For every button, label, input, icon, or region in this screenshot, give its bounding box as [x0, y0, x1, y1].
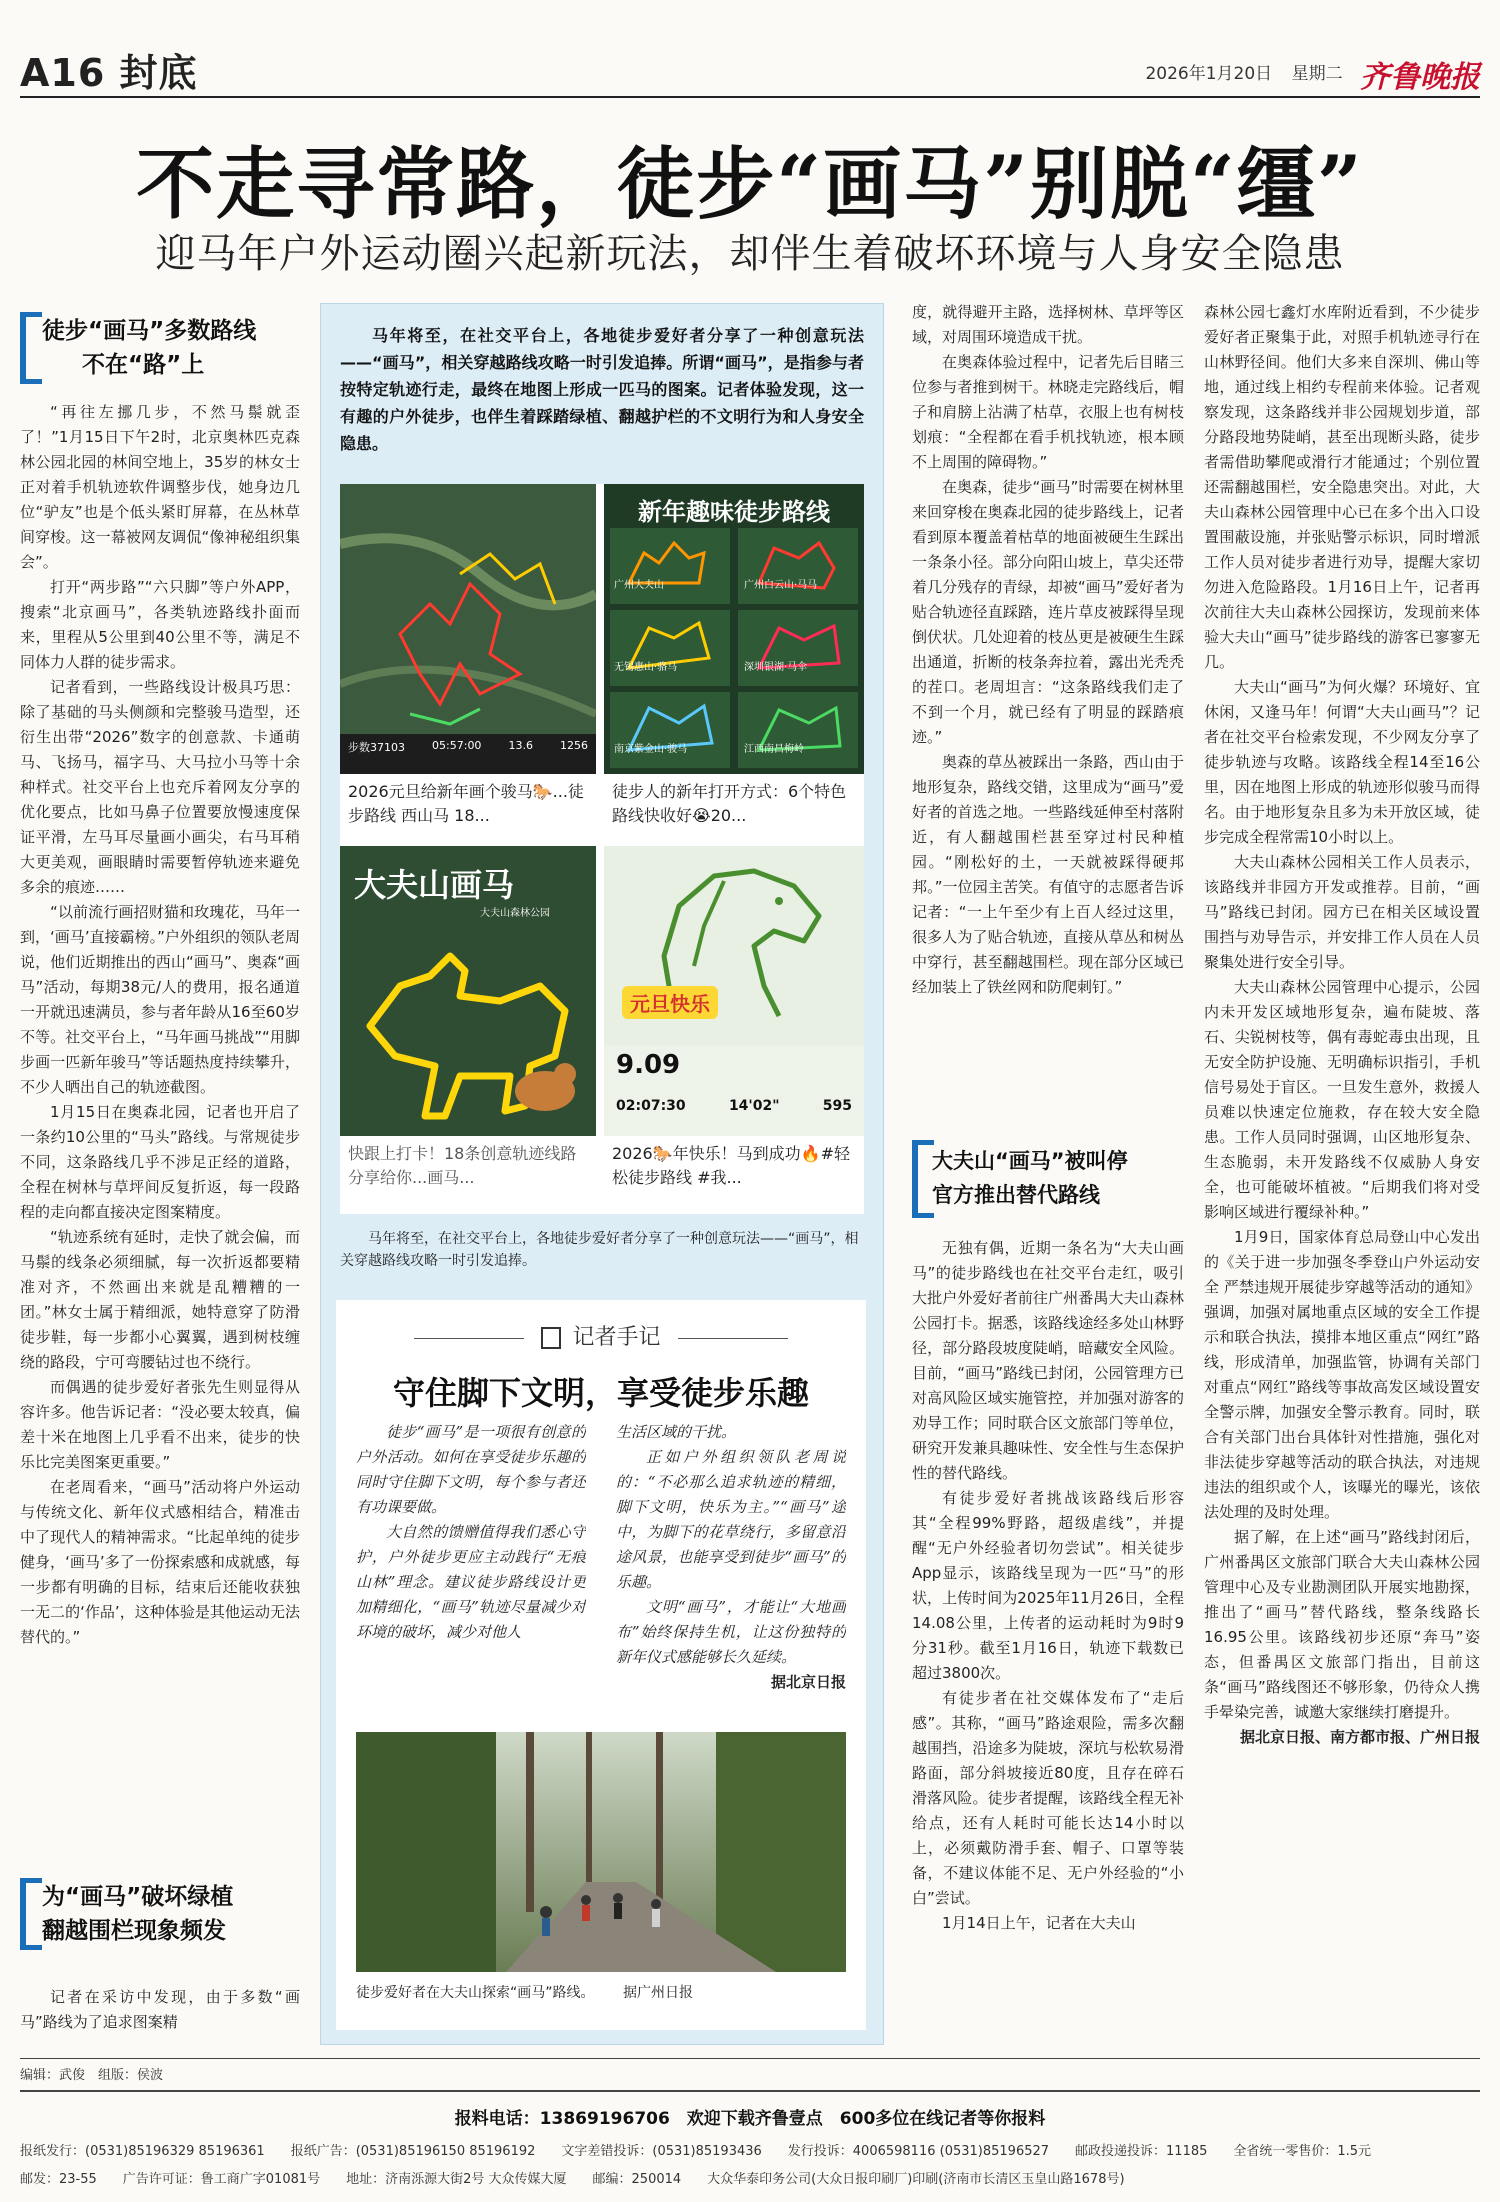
route-label: 深圳银湖·马伞: [744, 662, 808, 673]
paragraph: “轨迹系统有延时，走快了就会偏，而马鬃的线条必须细腻，每一次折返都要精准对齐，不然画出来就是乱糟糟的一团。”林女士属于精细派，她特意穿了防滑徒步鞋，每一步都小心翼翼，遇到树枝缠绕的路段，宁可弯腰钻过也不绕行。: [20, 1228, 300, 1371]
issue-weekday: 星期二: [1291, 64, 1343, 84]
paragraph: 打开“两步路”“六只脚”等户外APP，搜索“北京画马”，各类轨迹路线扑面而来，里程从5公里到40公里不等，满足不同体力人群的徒步需求。: [20, 578, 300, 671]
photo-caption: 徒步爱好者在大夫山探索“画马”路线。: [356, 1985, 595, 2001]
paragraph: 度，就得避开主路，选择树林、草坪等区域，对周围环境造成干扰。: [912, 303, 1184, 346]
distance-value: 9.09: [616, 1050, 681, 1080]
new-year-horse-tile: [604, 846, 864, 1136]
section-1-title-line2: 不在“路”上: [82, 352, 205, 378]
notebook-icon: [541, 1327, 561, 1349]
section-1-title-line1: 徒步“画马”多数路线: [42, 318, 257, 344]
section-2-title-line2: 翻越围栏现象频发: [42, 1918, 226, 1944]
section-2-title-line1: 为“画马”破坏绿植: [42, 1884, 234, 1910]
paragraph: 而偶遇的徒步爱好者张先生则显得从容许多。他告诉记者：“没必要太较真，偏差十米在地图上几乎看不出来，徒步的快乐比完美图案更重要。”: [20, 1378, 300, 1471]
paragraph: “再往左挪几步，不然马鬃就歪了！”1月15日下午2时，北京奥林匹克森林公园北园的林间空地上，35岁的林女士正对着手机轨迹软件调整步伐，她身边几位“驴友”也是个低头紧盯屏幕，在丛林草间穿梭。这一幕被网友调侃“像神秘组织集会”。: [20, 403, 300, 571]
section-3-title-line2: 官方推出替代路线: [932, 1183, 1100, 1207]
stat-steps: 步数37103: [348, 741, 405, 754]
dafushan-horse-tile: [340, 846, 596, 1136]
collage-caption: 马年将至，在社交平台上，各地徒步爱好者分享了一种创意玩法——“画马”，相关穿越路线攻略一时引发追捧。: [340, 1231, 859, 1269]
map-stats: [348, 739, 588, 755]
reporter-note-label: 记者手记: [572, 1325, 661, 1350]
hotline-line: 报料电话：13869196706 欢迎下载齐鲁壹点 600多位在线记者等你报料: [454, 2109, 1046, 2129]
paragraph: 有徒步者在社交媒体发布了“走后感”。其称，“画马”路途艰险，需多次翻越围挡，沿途多为陡坡，深坑与松软易滑路面，部分斜坡接近80度，且存在碎石滑落风险。徒步者提醒，该路线全程无补给点，还有人耗时可能长达14小时以上，必须戴防滑手套、帽子、口罩等装备，不建议体能不足、无户外经验的“小白”尝试。: [912, 1689, 1184, 1907]
stat-calories: 1256: [560, 739, 588, 752]
paragraph: 1月15日在奥森北园，记者也开启了一条约10公里的“马头”路线。与常规徒步不同，这条路线几乎不涉足正经的道路，全程在树林与草坪间反复折返，每一段路程的走向都直接决定图案精度。: [20, 1103, 300, 1221]
paragraph: 正如户外组织领队老周说的：“不必那么追求轨迹的精细，脚下文明，快乐为主。”“画马”途中，为脚下的花草绕行，多留意沿途风景，也能享受到徒步“画马”的乐趣。: [616, 1448, 846, 1591]
reporter-note-headline: 守住脚下文明，享受徒步乐趣: [392, 1374, 809, 1412]
headline: 不走寻常路，徒步“画马”别脱“缰”: [136, 139, 1364, 230]
page-number: A16 封底: [20, 51, 198, 95]
paragraph: 在老周看来，“画马”活动将户外运动与传统文化、新年仪式感相结合，精准击中了现代人的精神需求。“比起单纯的徒步健身，‘画马’多了一份探索感和成就感，每一步都有明确的目标，结束后还能收获独一无二的‘作品’，这种体验是其他运动无法替代的。”: [20, 1478, 300, 1646]
note-byline: 据北京日报: [770, 1673, 846, 1691]
subheadline: 迎马年户外运动圈兴起新玩法，却伴生着破坏环境与人身安全隐患: [155, 231, 1345, 277]
column-3-top: [912, 300, 1184, 1110]
park-name: 大夫山森林公园: [480, 908, 550, 919]
column-1-body: [20, 400, 300, 1832]
dafushan-title: 大夫山画马: [354, 866, 515, 904]
footer-address: 邮发：23-55 广告许可证：鲁工商广字01081号 地址：济南泺源大街2号 大众传媒大厦 邮编：250014 大众华泰印务公司(大众日报印刷厂)印刷(济南市长清区玉皇山路1678号): [20, 2172, 1125, 2187]
paragraph: 森林公园七鑫灯水库附近看到，不少徒步爱好者正聚集于此，对照手机轨迹寻行在山林野径间。他们大多来自深圳、佛山等地，通过线上相约专程前来体验。记者观察发现，这条路线并非公园规划步道，部分路段地势陡峭，甚至出现断头路，徒步者需借助攀爬或滑行才能通过；个别位置还需翻越围栏，安全隐患突出。对此，大夫山森林公园管理中心已在多个出入口设置围蔽设施，并张贴警示标识，同时增派工作人员对徒步者进行劝导，提醒大家切勿进入危险路段。1月16日上午，记者再次前往大夫山森林公园探访，发现前来体验大夫山“画马”徒步路线的游客已寥寥无几。: [1204, 303, 1480, 671]
paragraph: 据了解，在上述“画马”路线封闭后，广州番禺区文旅部门联合大夫山森林公园管理中心及专业勘测团队开展实地勘探，推出了“画马”替代路线，整条线路长16.95公里。该路线初步还原“奔马”姿态，但番禺区文旅部门指出，目前这条“画马”路线图还不够形象，仍待众人携手晕染完善，诚邀大家继续打磨提升。: [1204, 1528, 1480, 1721]
column-4-body: [1204, 300, 1480, 2000]
tile-2-caption: 徒步人的新年打开方式：6个特色路线快收好😭20...: [612, 782, 847, 825]
map-route-image: [340, 484, 596, 774]
divider: [20, 2090, 1480, 2092]
photo-source: 据广州日报: [622, 1985, 693, 2001]
stat-time: 05:57:00: [432, 739, 482, 752]
divider: [20, 2058, 1480, 2059]
paragraph: 记者在采访中发现，由于多数“画马”路线为了追求图案精: [20, 1988, 300, 2031]
paragraph: 大夫山森林公园相关工作人员表示，该路线并非园方开发或推荐。目前，“画马”路线已封闭。园方已在相关区域设置围挡与劝导告示，并安排工作人员在人员聚集处进行安全引导。: [1204, 853, 1480, 971]
tile-1-caption: 2026元旦给新年画个骏马🐎...徒步路线 西山马 18...: [348, 782, 584, 825]
masthead-right: [1145, 52, 1480, 96]
lead-paragraph: 马年将至，在社交平台上，各地徒步爱好者分享了一种创意玩法——“画马”，相关穿越路线攻略一时引发追捧。所谓“画马”，是指参与者按特定轨迹行走，最终在地图上形成一匹马的图案。记者体验发现，这一有趣的户外徒步，也伴生着踩踏绿植、翻越护栏的不文明行为和人身安全隐患。: [340, 326, 864, 453]
forest-trail-photo: [356, 1732, 846, 1972]
paragraph: 奥森的草丛被踩出一条路，西山由于地形复杂，路线交错，这里成为“画马”爱好者的首选之地。一些路线延伸至村落附近，有人翻越围栏甚至穿过村民种植园。“刚松好的土，一天就被踩得硬邦邦。”一位园主苦笑。有值守的志愿者告诉记者：“一上午至少有上百人经过这里，很多人为了贴合轨迹，直接从草丛和树丛中穿行，甚至翻越围栏。现在部分区域已经加装上了铁丝网和防爬刺钉。”: [912, 753, 1184, 996]
six-routes-title: 新年趣味徒步路线: [638, 498, 830, 526]
reporter-note-left: [356, 1420, 586, 1720]
section-3-title-line1: 大夫山“画马”被叫停: [932, 1149, 1128, 1173]
paragraph: 在奥森，徒步“画马”时需要在树林里来回穿梭在奥森北园的徒步路线上，记者看到原本覆盖着枯草的地面被硬生生踩出一条条小径。部分向阳山坡上，草尖还带着几分残存的青绿，却被“画马”爱好者为贴合轨迹径直踩踏，连片草皮被踩得呈现倒伏状。几处迎着的枝丛更是被硬生生踩出通道，折断的枝条奔拉着，露出光秃秃的茬口。老周坦言：“这条路线我们走了不到一个月，就已经有了明显的踩踏痕迹。”: [912, 478, 1184, 746]
stat-pace: 14'02": [728, 1098, 780, 1114]
paragraph: 生活区域的干扰。: [616, 1423, 737, 1441]
stat-distance: 13.6: [508, 739, 533, 752]
paragraph: 在奥森体验过程中，记者先后目睹三位参与者推到树干。林晓走完路线后，帽子和肩膀上沾满了枯草，衣服上也有树枝划痕：“全程都在看手机找轨迹，根本顾不上周围的障碍物。”: [912, 353, 1184, 471]
section-head-2: [20, 1878, 300, 1950]
column-1-tail: [20, 1985, 300, 2037]
paragraph: 徒步“画马”是一项很有创意的户外活动。如何在享受徒步乐趣的同时守住脚下文明，每个参与者还有功课要做。: [356, 1423, 586, 1516]
paragraph: 无独有偶，近期一条名为“大夫山画马”的徒步路线也在社交平台走红，吸引大批户外爱好者前往广州番禺大夫山森林公园打卡。据悉，该路线途经多处山林野径，部分路段坡度陡峭，暗藏安全风险。目前，“画马”路线已封闭，公园管理方已对高风险区域实施管控，并加强对游客的劝导工作；同时联合区文旅部门等单位，研究开发兼具趣味性、安全性与生态保护性的替代路线。: [912, 1239, 1184, 1482]
photo-caption-row: [356, 1982, 846, 2002]
column-4-byline: 据北京日报、南方都市报、广州日报: [1239, 1728, 1480, 1746]
stat-duration: 02:07:30: [616, 1098, 686, 1114]
route-label: 南京紫金山·骏马: [614, 744, 688, 755]
paragraph: 大自然的馈赠值得我们悉心守护，户外徒步更应主动践行“无痕山林”理念。建议徒步路线设计更加精细化，“画马”轨迹尽量减少对环境的破坏，减少对他人: [356, 1523, 586, 1641]
horse-route-image: [340, 916, 596, 1136]
six-routes-tile: [604, 484, 864, 774]
paragraph: 1月9日，国家体育总局登山中心发出的《关于进一步加强冬季登山户外运动安全 严禁违规开展徒步穿越等活动的通知》强调，加强对属地重点区域的安全工作提示和联合执法，摸排本地区重点“网红”路线，形成清单，加强监管，协调有关部门对重点“网红”路线等事故高发区域设置安全警示牌，加强安全警示教育。同时，联合有关部门出台具体针对性措施，强化对非法徒步穿越等活动的联合执法，对违规违法的组织或个人，该曝光的曝光，该依法处理的及时处理。: [1204, 1228, 1480, 1521]
paragraph: 大夫山“画马”为何火爆？环境好、宜休闲，又逢马年！何谓“大夫山画马”？记者在社交平台检索发现，不少网友分享了徒步轨迹与攻略。该路线全程14至16公里，因在地图上形成的轨迹形似骏马而得名。由于地形复杂且多为未开放区域，徒步完成全程常需10小时以上。: [1204, 678, 1480, 846]
map-tile-xishan: [340, 484, 596, 774]
section-head-1: [20, 312, 300, 384]
reporter-note-right: [616, 1420, 846, 1720]
issue-date: 2026年1月20日: [1145, 64, 1273, 84]
route-label: 江西南昌梅岭: [744, 744, 804, 755]
route-label: 广州白云山·马马: [744, 580, 818, 591]
tile-4-caption: 2026🐎年快乐！马到成功🔥#轻松徒步路线 #我...: [612, 1144, 850, 1187]
tile-3-caption: 快跟上打卡！18条创意轨迹线路分享给你...画马...: [348, 1144, 577, 1187]
paper-logo: 齐鲁晚报: [1360, 60, 1480, 95]
workout-stats: [616, 1098, 852, 1114]
paragraph: 文明“画马”，才能让“大地画布”始终保持生机，让这份独特的新年仪式感能够长久延续。: [616, 1598, 846, 1666]
route-label: 广州大夫山: [614, 580, 664, 591]
paragraph: 记者看到，一些路线设计极具巧思：除了基础的马头侧颜和完整骏马造型，还衍生出带“2026”数字的创意款、卡通萌马、飞扬马，福字马、大马拉小马等十余种样式。社交平台上也充斥着网友分享的优化要点，比如马鼻子位置要放慢速度保证平滑，左马耳尽量画小画尖，右马耳稍大更美观，画眼睛时需要暂停轨迹来避免多余的痕迹……: [20, 678, 300, 896]
paragraph: “以前流行画招财猫和玫瑰花，马年一到，‘画马’直接霸榜。”户外组织的领队老周说，他们近期推出的西山“画马”、奥森“画马”活动，每期38元/人的费用，报名通道一开就迅速满员，参与者年龄从16至60岁不等。社交平台上，“马年画马挑战”“用脚步画一匹新年骏马”等话题热度持续攀升，不少人晒出自己的轨迹截图。: [20, 903, 300, 1096]
reporter-note-label-row: [336, 1320, 866, 1351]
footer-contacts: 报纸发行：(0531)85196329 85196361 报纸广告：(0531)85196150 85196192 文字差错投诉：(0531)85193436 发行投诉：4006598116 (0531)85196527 邮政投递投诉：11185 全省统一零售价：1.5元: [20, 2144, 1372, 2159]
masthead-bar: [20, 38, 1480, 98]
section-head-3: [912, 1140, 1184, 1218]
stat-kcal: 595: [822, 1098, 852, 1114]
paragraph: 1月14日上午，记者在大夫山: [942, 1914, 1136, 1932]
paragraph: 大夫山森林公园管理中心提示，公园内未开发区域地形复杂，遍布陡坡、落石、尖锐树枝等，偶有毒蛇毒虫出现，且无安全防护设施、无明确标识指引，手机信号易处于盲区。一旦发生意外，救援人员难以快速定位施救，存在较大安全隐患。工作人员同时强调，山区地形复杂、生态脆弱，未开发路线不仅威胁人身安全，也可能破坏植被。“后期我们将对受影响区域进行覆绿补种。”: [1204, 978, 1480, 1221]
six-route-maps: [604, 528, 864, 774]
column-3-bottom: [912, 1236, 1184, 2036]
new-year-banner: 元旦快乐: [622, 986, 718, 1019]
route-label: 无锡惠山·骆马: [614, 662, 678, 673]
paragraph: 有徒步爱好者挑战该路线后形容其“全程99%野路，超级虐线”，并提醒“无户外经验者切勿尝试”。相关徒步App显示，该路线呈现为一匹“马”的形状，上传时间为2025年11月26日，全程14.08公里，上传者的运动耗时为9时9分31秒。截至1月16日，轨迹下载数已超过3800次。: [912, 1489, 1184, 1682]
screenshot-collage: [340, 484, 864, 1214]
editors-line: 编辑：武俊 组版：侯波: [20, 2068, 164, 2083]
forest-image: [356, 1732, 846, 1972]
